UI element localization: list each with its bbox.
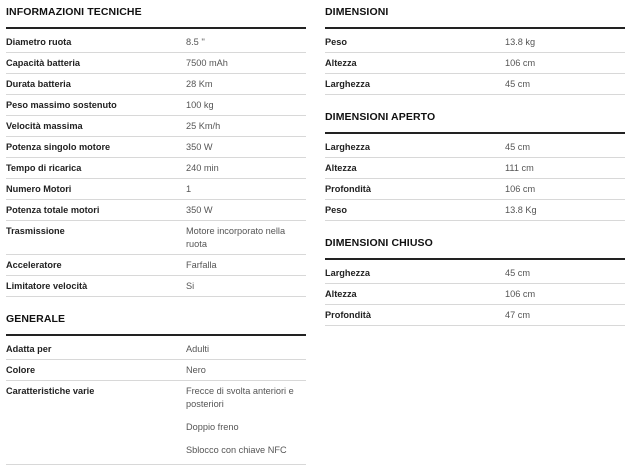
- spec-row: [325, 305, 625, 326]
- spec-value: 8.5 '': [186, 37, 205, 47]
- section-title: INFORMAZIONI TECNICHE: [6, 0, 306, 29]
- spec-row: [6, 95, 306, 116]
- aperto-section: [325, 105, 625, 221]
- spec-label: Potenza totale motori: [6, 205, 100, 215]
- section-title: DIMENSIONI CHIUSO: [325, 231, 625, 260]
- spec-label: Colore: [6, 365, 36, 375]
- tech-section: [6, 0, 306, 297]
- spec-value: Farfalla: [186, 260, 217, 270]
- spec-label: Altezza: [325, 289, 357, 299]
- spec-value: Motore incorporato nella ruota: [186, 226, 286, 249]
- chiuso-section: [325, 231, 625, 326]
- generale-section: [6, 307, 306, 465]
- spec-value: Adulti: [186, 344, 209, 354]
- spec-label: Adatta per: [6, 344, 52, 354]
- spec-label: Larghezza: [325, 79, 370, 89]
- spec-value: 45 cm: [505, 268, 531, 278]
- spec-label: Larghezza: [325, 268, 370, 278]
- spec-row: [325, 74, 625, 95]
- spec-row: [6, 360, 306, 381]
- spec-value: Doppio freno: [186, 422, 239, 432]
- spec-value: 240 min: [186, 163, 219, 173]
- spec-value: 106 cm: [505, 184, 536, 194]
- spec-row: [325, 137, 625, 158]
- spec-value: 350 W: [186, 142, 213, 152]
- spec-row: [6, 255, 306, 276]
- right-column: [325, 0, 625, 326]
- spec-value: 28 Km: [186, 79, 213, 89]
- generale-rows: [6, 339, 306, 381]
- spec-value: 7500 mAh: [186, 58, 228, 68]
- spec-row: [325, 53, 625, 74]
- spec-value: 25 Km/h: [186, 121, 221, 131]
- spec-value: 45 cm: [505, 142, 531, 152]
- dimensioni-section: [325, 0, 625, 95]
- spec-row: [6, 276, 306, 297]
- spec-label: Peso: [325, 205, 347, 215]
- spec-row: [325, 158, 625, 179]
- spec-label: Numero Motori: [6, 184, 72, 194]
- section-title: GENERALE: [6, 307, 306, 336]
- spec-label: Peso massimo sostenuto: [6, 100, 117, 110]
- spec-value: Sblocco con chiave NFC: [186, 445, 287, 455]
- spec-row: [6, 137, 306, 158]
- spec-value: 1: [186, 184, 192, 194]
- spec-label: Durata batteria: [6, 79, 71, 89]
- spec-label: Acceleratore: [6, 260, 62, 270]
- spec-label: Peso: [325, 37, 347, 47]
- spec-row: [6, 116, 306, 137]
- spec-label: Diametro ruota: [6, 37, 72, 47]
- spec-value: 106 cm: [505, 289, 536, 299]
- spec-row: [6, 179, 306, 200]
- spec-row: [325, 200, 625, 221]
- spec-row: [325, 32, 625, 53]
- spec-row: [6, 221, 306, 255]
- spec-value: Frecce di svolta anteriori e posteriori: [186, 386, 294, 409]
- spec-row: [6, 32, 306, 53]
- spec-row: [6, 158, 306, 179]
- spec-value-list: [186, 381, 306, 464]
- spec-label: Potenza singolo motore: [6, 142, 111, 152]
- spec-value: 111 cm: [505, 163, 534, 173]
- spec-label: Altezza: [325, 163, 357, 173]
- spec-label: Altezza: [325, 58, 357, 68]
- spec-value: 13.8 kg: [505, 37, 536, 47]
- tech-rows: [6, 32, 306, 297]
- spec-label: Caratteristiche varie: [6, 386, 95, 396]
- spec-label: Profondità: [325, 184, 371, 194]
- spec-value: 106 cm: [505, 58, 536, 68]
- dimensioni-rows: [325, 32, 625, 95]
- spec-row: [6, 339, 306, 360]
- spec-row: [325, 179, 625, 200]
- spec-row: [6, 200, 306, 221]
- spec-label: Larghezza: [325, 142, 370, 152]
- spec-label: Capacità batteria: [6, 58, 81, 68]
- spec-value: 100 kg: [186, 100, 214, 110]
- spec-label: Velocità massima: [6, 121, 83, 131]
- spec-row: [6, 381, 306, 465]
- aperto-rows: [325, 137, 625, 221]
- spec-label: Limitatore velocità: [6, 281, 88, 291]
- spec-label: Tempo di ricarica: [6, 163, 82, 173]
- spec-value: Si: [186, 281, 195, 291]
- spec-value: 350 W: [186, 205, 213, 215]
- chiuso-rows: [325, 263, 625, 326]
- spec-value: 45 cm: [505, 79, 531, 89]
- spec-value: 47 cm: [505, 310, 531, 320]
- spec-label: Profondità: [325, 310, 371, 320]
- spec-value: 13.8 Kg: [505, 205, 537, 215]
- spec-row: [325, 284, 625, 305]
- section-title: DIMENSIONI: [325, 0, 625, 29]
- spec-row: [6, 53, 306, 74]
- left-column: [6, 0, 306, 465]
- spec-label: Trasmissione: [6, 226, 65, 236]
- section-title: DIMENSIONI APERTO: [325, 105, 625, 134]
- spec-row: [325, 263, 625, 284]
- spec-row: [6, 74, 306, 95]
- spec-value: Nero: [186, 365, 206, 375]
